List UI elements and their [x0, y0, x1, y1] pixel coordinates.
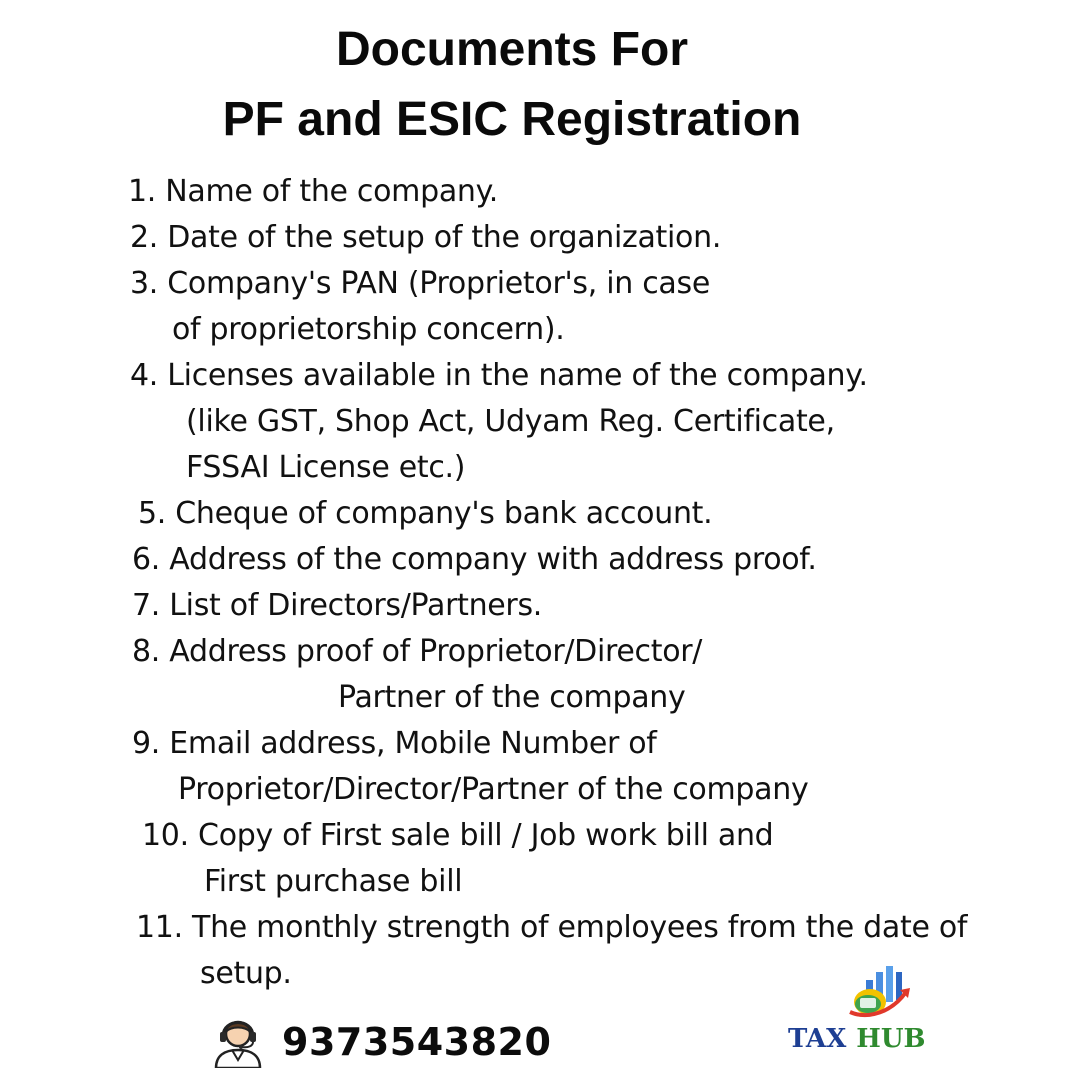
- title-line-1: Documents For: [335, 23, 689, 76]
- list-item-7: 7. List of Directors/Partners.: [132, 588, 543, 623]
- logo-word-tax: TAX: [788, 1024, 847, 1054]
- list-item-11: 11. The monthly strength of employees from the date of: [136, 910, 968, 945]
- contact-block: [212, 1012, 551, 1072]
- logo-text: [788, 1024, 948, 1054]
- list-item-1: 1. Name of the company.: [128, 174, 499, 209]
- list-item-9: 9. Email address, Mobile Number of: [132, 726, 657, 761]
- title-line-2: PF and ESIC Registration: [222, 93, 802, 146]
- list-item-10-continued: First purchase bill: [204, 864, 463, 899]
- list-item-3-continued: of proprietorship concern).: [172, 312, 565, 347]
- list-item-6: 6. Address of the company with address proof.: [132, 542, 817, 577]
- list-item-4-continued-2: FSSAI License etc.): [186, 450, 466, 485]
- list-item-10: 10. Copy of First sale bill / Job work bill and: [142, 818, 774, 853]
- list-item-8-continued: Partner of the company: [338, 680, 686, 715]
- list-item-11-continued: setup.: [200, 956, 292, 991]
- support-agent-icon: [212, 1012, 264, 1072]
- list-item-4-continued: (like GST, Shop Act, Udyam Reg. Certificate,: [186, 404, 835, 439]
- tax-hub-logo: [788, 962, 948, 1062]
- list-item-8: 8. Address proof of Proprietor/Director/: [132, 634, 703, 669]
- list-item-2: 2. Date of the setup of the organization.: [130, 220, 722, 255]
- list-item-4: 4. Licenses available in the name of the company.: [130, 358, 868, 393]
- logo-word-hub: HUB: [856, 1024, 926, 1054]
- list-item-5: 5. Cheque of company's bank account.: [138, 496, 713, 531]
- list-item-3: 3. Company's PAN (Proprietor's, in case: [130, 266, 710, 301]
- phone-number: 9373543820: [282, 1020, 552, 1064]
- list-item-9-continued: Proprietor/Director/Partner of the company: [178, 772, 809, 807]
